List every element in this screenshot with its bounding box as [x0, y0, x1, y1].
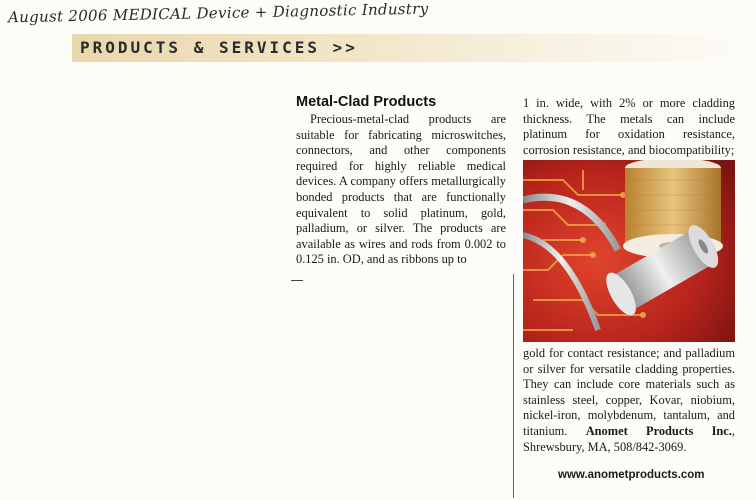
article-column-1: [296, 94, 506, 268]
column-divider: [513, 274, 514, 498]
article-body-col2: 1 in. wide, with 2% or more cladding thickness. The metals can include platinum for oxidation resistance, corrosion resistance, and biocompatibility;: [523, 96, 735, 157]
column-end-dash: [291, 280, 303, 281]
article-headline: Metal-Clad Products: [296, 94, 437, 110]
handwritten-note: August 2006 MEDICAL Device + Diagnostic Industry: [7, 0, 429, 27]
section-banner: [72, 34, 756, 62]
product-photo: [523, 160, 735, 342]
company-name: Anomet Products Inc.: [585, 423, 732, 438]
company-location: , Shrewsbury, MA, 508/842-3069.: [523, 423, 735, 454]
section-banner-label: PRODUCTS & SERVICES >>: [80, 38, 358, 57]
clad-wire-spools-image: [523, 160, 735, 342]
company-website: www.anometproducts.com: [558, 469, 705, 481]
article-body-col2b: [523, 346, 735, 455]
article-body-col1: Precious-metal-clad products are suitable for fabricating microswitches, connectors, and other components required for highly reliable medical devices. A company offers metallurgically bonded products that are functionally equivalent to solid platinum, gold, palladium, or silver. The products are available as wires and rods from 0.002 to 0.125 in. OD, and as ribbons up to: [296, 112, 506, 267]
article-column-2-bottom: [523, 346, 735, 455]
article-body-col2b-text: gold for contact resistance; and palladium or silver for versatile cladding properties. They can include core materials such as stainless steel, copper, Kovar, niobium, nickel-iron, molybdenum, tantalum, and titanium.: [523, 346, 735, 438]
article-column-2-top: [523, 96, 735, 158]
